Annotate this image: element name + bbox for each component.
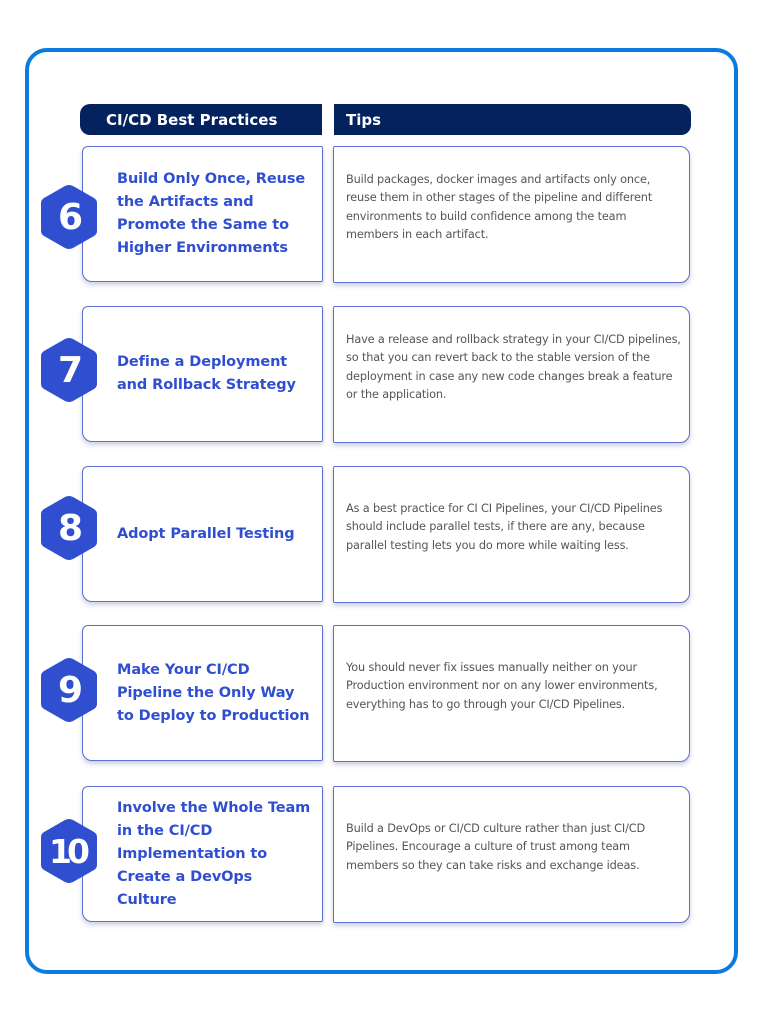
badge-number: 10	[49, 831, 85, 871]
tip-text: Build packages, docker images and artifacts only once, reuse them in other stages of the pipeline and different environments to build confidence among the team members in each artifact.	[346, 172, 653, 241]
badge-number: 6	[57, 196, 81, 238]
tip-text: You should never fix issues manually neither on your Production environment nor on any lower environments, everything has to go through your CI/CD Pipelines.	[346, 660, 658, 711]
practice-title: Make Your CI/CD Pipeline the Only Way to Deploy to Production	[117, 661, 310, 724]
number-badge	[39, 183, 99, 251]
practice-row	[0, 306, 766, 443]
practice-row	[0, 786, 766, 923]
practice-title: Adopt Parallel Testing	[117, 525, 295, 542]
number-badge	[39, 817, 99, 885]
practice-row	[0, 146, 766, 283]
practice-title: Involve the Whole Team in the CI/CD Implementation to Create a DevOps Culture	[117, 799, 311, 908]
practice-title-box	[82, 786, 323, 922]
tip-box	[333, 625, 690, 762]
tip-box	[333, 306, 690, 443]
tip-text: As a best practice for CI CI Pipelines, your CI/CD Pipelines should include parallel tests, if there are any, because parallel testing lets you do more while waiting less.	[346, 501, 663, 552]
practice-title-box	[82, 306, 323, 442]
number-badge	[39, 336, 99, 404]
number-badge	[39, 656, 99, 724]
column-header-best-practices: CI/CD Best Practices	[80, 104, 322, 135]
badge-number: 8	[57, 507, 81, 549]
tip-box	[333, 786, 690, 923]
column-header-tips: Tips	[334, 104, 691, 135]
practice-row	[0, 625, 766, 762]
practice-row	[0, 466, 766, 603]
tip-text: Have a release and rollback strategy in your CI/CD pipelines, so that you can revert back to the stable version of the deployment in case any new code changes break a feature or the application.	[346, 332, 681, 401]
practice-title: Build Only Once, Reuse the Artifacts and Promote the Same to Higher Environments	[117, 171, 306, 256]
number-badge	[39, 494, 99, 562]
tip-text: Build a DevOps or CI/CD culture rather than just CI/CD Pipelines. Encourage a culture of trust among team members so they can take risks and exchange ideas.	[346, 821, 646, 872]
practice-title: Define a Deployment and Rollback Strategy	[117, 354, 296, 393]
tip-box	[333, 466, 690, 603]
practice-title-box	[82, 146, 323, 282]
badge-number: 9	[57, 669, 81, 711]
badge-number: 7	[57, 349, 81, 391]
practice-title-box	[82, 466, 323, 602]
tip-box	[333, 146, 690, 283]
practice-title-box	[82, 625, 323, 761]
